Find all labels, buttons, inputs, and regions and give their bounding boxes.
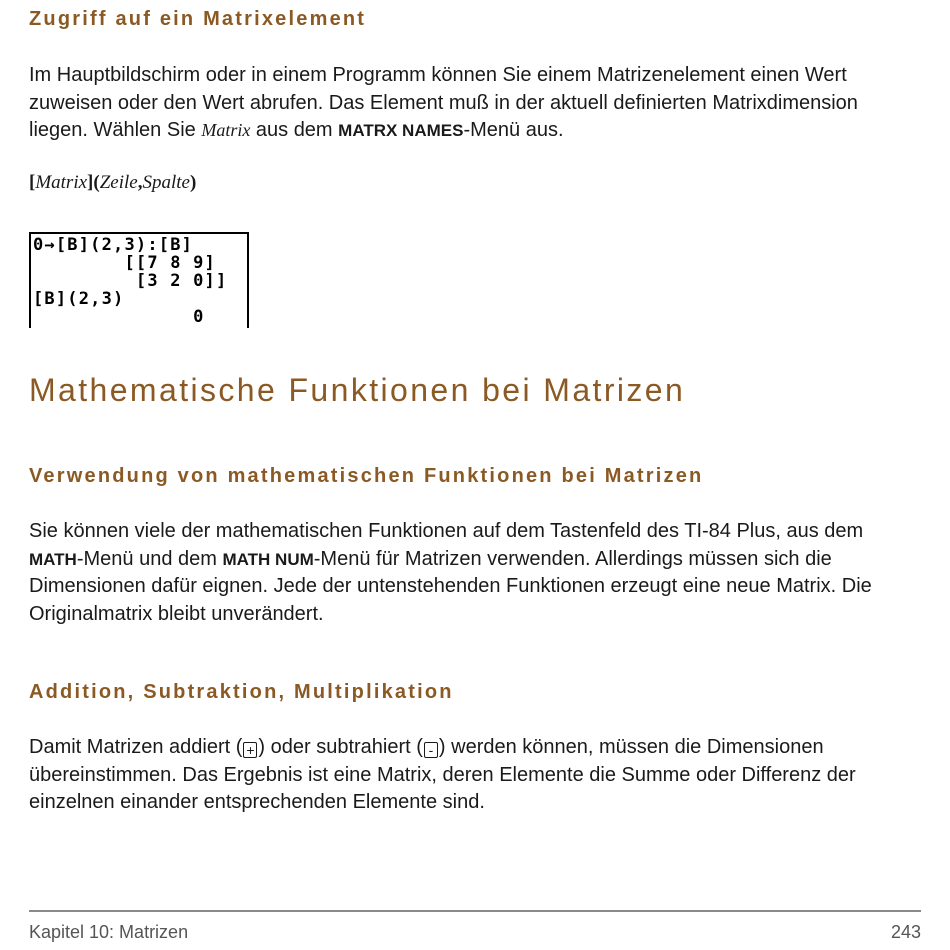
text-run: Damit Matrizen addiert ( — [29, 736, 243, 758]
footer-divider — [29, 910, 921, 912]
text-run: aus dem — [250, 119, 339, 141]
syntax-bracket: ] — [87, 172, 94, 193]
text-run: Im Hauptbildschirm oder in einem Programm können Sie einem Matrizenelement einen Wert zuweisen oder den Wert abrufen. Das Element muß in der aktuell definierten Matrixdimension liegen. Wählen Sie — [29, 64, 858, 141]
plus-key-icon: + — [243, 742, 257, 758]
footer-chapter: Kapitel 10: Matrizen — [29, 922, 189, 942]
calculator-screen — [29, 232, 249, 328]
text-run: Sie können viele der mathematischen Funktionen auf dem Tastenfeld des TI-84 Plus, aus dem — [29, 520, 864, 542]
syntax-col: Spalte — [142, 172, 190, 193]
screen-line: 0 — [33, 307, 205, 327]
syntax-bracket: [ — [29, 172, 36, 193]
syntax-matrix: Matrix — [35, 172, 88, 193]
matrix-term: Matrix — [201, 120, 251, 140]
section-heading-arithmetic: Addition, Subtraktion, Multiplikation — [29, 681, 454, 703]
text-run: ) oder subtrahiert ( — [258, 736, 423, 758]
paragraph-math-functions — [29, 518, 921, 628]
screen-line: [3 2 0]] — [33, 271, 228, 291]
paragraph-matrix-element — [29, 62, 921, 145]
screen-line: 0→[B](2,3):[B] — [33, 235, 194, 255]
syntax-line — [29, 172, 196, 194]
syntax-comma: , — [137, 172, 143, 193]
syntax-row: Zeile — [99, 172, 138, 193]
page-number: 243 — [890, 922, 921, 942]
menu-name: MATRX NAMES — [338, 121, 464, 140]
section-heading-math-functions: Verwendung von mathematischen Funktionen bei Matrizen — [29, 465, 704, 487]
document-page — [29, 0, 921, 950]
syntax-paren: ) — [189, 172, 197, 193]
screen-line: [[7 8 9] — [33, 253, 216, 273]
paragraph-arithmetic — [29, 734, 921, 817]
chapter-heading: Mathematische Funktionen bei Matrizen — [29, 372, 686, 408]
menu-name: MATH NUM — [222, 549, 314, 569]
text-run: -Menü und dem — [76, 547, 223, 570]
text-run: ) werden können, müssen die Dimensionen übereinstimmen. Das Ergebnis ist eine Matrix, deren Elemente die Summe oder Differenz der einzelnen einander entsprechenden Elemente sind. — [29, 736, 856, 813]
menu-name: MATH — [29, 549, 77, 569]
screen-line: [B](2,3) — [33, 289, 125, 309]
text-run: -Menü aus. — [463, 119, 564, 141]
section-heading-matrix-element: Zugriff auf ein Matrixelement — [29, 8, 367, 30]
minus-key-icon: - — [424, 742, 438, 758]
text-run: -Menü für Matrizen verwenden. Allerdings müssen sich die Dimensionen dafür eignen. Jede der untenstehenden Funktionen erzeugt eine neue Matrix. Die Originalmatrix bleibt unverändert. — [29, 547, 872, 625]
syntax-paren: ( — [93, 172, 100, 193]
